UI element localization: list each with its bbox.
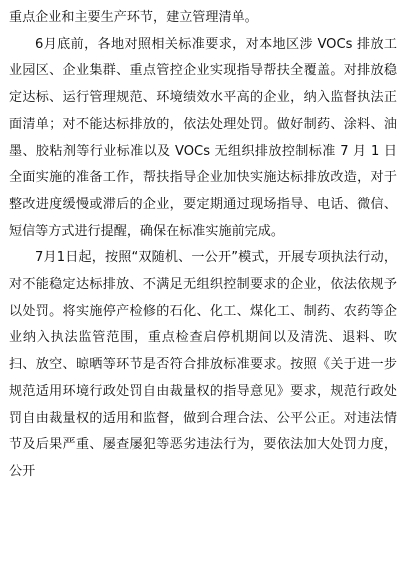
paragraph-continuation: 重点企业和主要生产环节，建立管理清单。 [9, 10, 258, 25]
paragraph-june-deadline: 6月底前，各地对照相关标准要求，对本地区涉 VOCs 排放工业园区、企业集群、重点管控企业实现指导帮扶全覆盖。对排放稳定达标、运行管理规范、环境绩效水平高的企业，纳入监督执法正面清单；对不能达标排放的，依法处理处罚。做好制药、涂料、油墨、胶粘剂等行业标准以及 VOCs 无组织排放控制标准 7 月 1 日全面实施的准备工作，帮扶指导企业加快实施达标排放改造，对于整改进度缓慢或滞后的企业，要定期通过现场指导、电话、微信、短信等方式进行提醒，确保在标准实施前完成。 [9, 36, 397, 239]
document-body [9, 5, 397, 486]
paragraph-july-enforcement: 7月1日起，按照“双随机、一公开”模式，开展专项执法行动，对不能稳定达标排放、不满足无组织控制要求的企业，依法依规予以处罚。将实施停产检修的石化、化工、煤化工、制药、农药等企业纳入执法监管范围，重点检查启停机期间以及清洗、退料、吹扫、放空、晾晒等环节是否符合排放标准要求。按照《关于进一步规范适用环境行政处罚自由裁量权的指导意见》要求，规范行政处罚自由裁量权的适用和监督，做到合理合法、公平公正。对违法情节及后果严重、屡查屡犯等恶劣违法行为，要依法加大处罚力度，公开 [9, 250, 397, 479]
